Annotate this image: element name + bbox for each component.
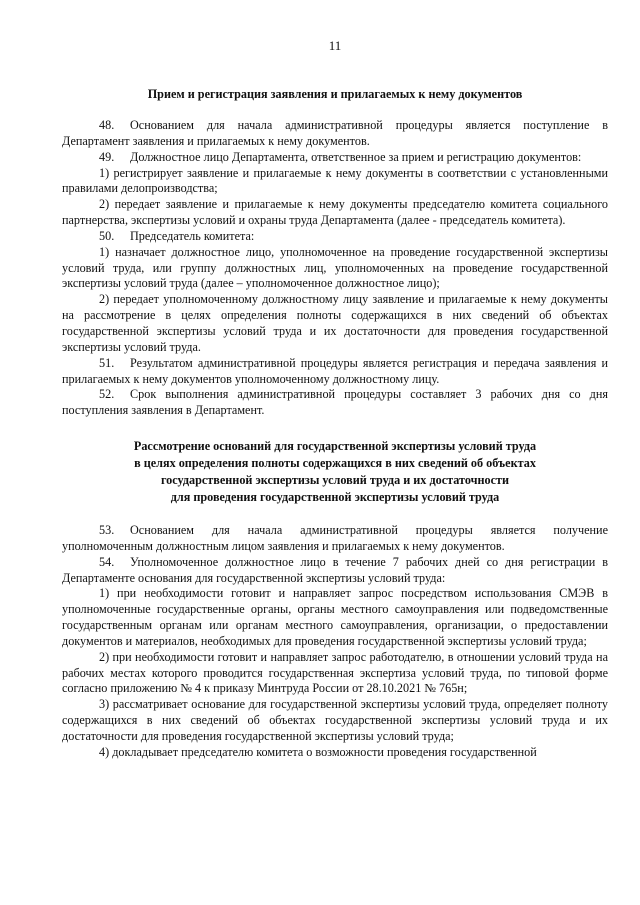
paragraph-number: 53. (99, 523, 115, 538)
paragraph-number: 49. (99, 149, 115, 164)
section-review-body (62, 523, 608, 761)
paragraph-number: 48. (99, 118, 115, 132)
paragraph-51 (62, 356, 608, 388)
paragraph-50-item-2: 2) передает уполномоченному должностному лицу заявление и прилагаемые к нему документы на рассмотрение в целях определения полноты содержащихся в них сведений об объектах государственной экспертизы условий труда и их достаточности для проведения государственной экспертизы условий труда. (62, 292, 608, 354)
section-title-line: в целях определения полноты содержащихся в них сведений об объектах (134, 456, 536, 471)
paragraph-54 (62, 555, 608, 587)
section-title-line: для проведения государственной экспертизы условий труда (170, 490, 500, 505)
section-title-registration: Прием и регистрация заявления и прилагаемых к нему документов (147, 87, 523, 101)
paragraph-50 (62, 229, 608, 245)
paragraph-number: 54. (99, 554, 115, 569)
paragraph-54-item-2: 2) при необходимости готовит и направляет запрос работодателю, в отношении условий труда на рабочих местах которого проводится государственная экспертиза условий труда, по типовой форме согласно приложению № 4 к приказу Минтруда России от 28.10.2021 № 765н; (62, 649, 608, 696)
paragraph-number: 50. (99, 228, 115, 243)
paragraph-number: 51. (99, 355, 115, 370)
section-title-line: государственной экспертизы условий труда и их достаточности (160, 473, 510, 488)
paragraph-text: Уполномоченное должностное лицо в течение 7 рабочих дней со дня регистрации в Департаменте основания для государственной экспертизы условий труда: (62, 554, 608, 585)
paragraph-text: Должностное лицо Департамента, ответственное за прием и регистрацию документов: (130, 149, 582, 164)
section-title-review (62, 438, 608, 506)
paragraph-53 (62, 523, 608, 555)
paragraph-49-item-2: 2) передает заявление и прилагаемые к нему документы председателю комитета социального партнерства, экспертизы условий и охраны труда Департамента (далее - председатель комитета). (62, 197, 608, 228)
paragraph-48 (62, 118, 608, 150)
paragraph-text: Основанием для начала административной процедуры является получение уполномоченным должностным лицом заявления и прилагаемых к нему документов. (62, 523, 608, 553)
paragraph-52 (62, 387, 608, 419)
section-title-line: Рассмотрение оснований для государственной экспертизы условий труда (133, 439, 537, 454)
paragraph-49 (62, 150, 608, 166)
paragraph-number: 52. (99, 387, 115, 402)
paragraph-49-item-1: 1) регистрирует заявление и прилагаемые к нему документы в соответствии с установленными правилами делопроизводства; (62, 165, 608, 196)
paragraph-50-item-1: 1) назначает должностное лицо, уполномоченное на проведение государственной экспертизы условий труда, или группу должностных лиц, уполномоченных на проведение государственной экспертизы условий труда (далее – уполномоченное должностное лицо); (62, 244, 608, 291)
paragraph-text: Срок выполнения административной процедуры составляет 3 рабочих дня со дня поступления заявления в Департамент. (62, 387, 608, 418)
paragraph-54-item-1: 1) при необходимости готовит и направляет запрос посредством использования СМЭВ в уполномоченные государственные органы, органы местного самоуправления или подведомственные государственным органам или органам местного самоуправления, организации, о предоставлении документов и материалов, необходимых для проведения государственной экспертизы условий труда; (62, 586, 608, 648)
paragraph-54-item-4: 4) докладывает председателю комитета о возможности проведения государственной (99, 744, 537, 759)
section-registration-body (62, 118, 608, 419)
page-number: 11 (328, 38, 342, 53)
paragraph-54-item-3: 3) рассматривает основание для государственной экспертизы условий труда, определяет полноту содержащихся в них сведений об объектах государственной экспертизы условий труда и их достаточности для проведения государственной экспертизы условий труда; (62, 697, 608, 743)
paragraph-text: Результатом административной процедуры является регистрация и передача заявления и прилагаемых к нему документов уполномоченному должностному лицу. (62, 355, 608, 386)
paragraph-text: Председатель комитета: (130, 228, 255, 243)
paragraph-text: Основанием для начала административной процедуры является поступление в Департамент заявления и прилагаемых к нему документов. (62, 118, 608, 148)
